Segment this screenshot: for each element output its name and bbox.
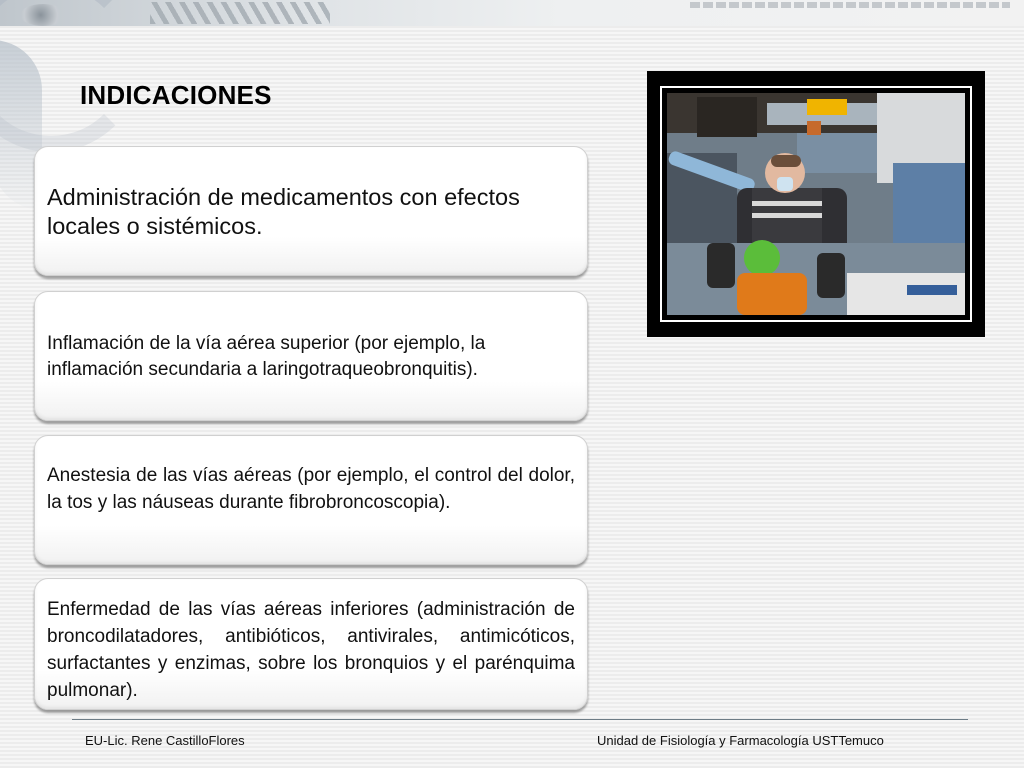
chevron-decoration	[150, 2, 330, 24]
dash-decoration	[690, 2, 1010, 8]
indication-card-1	[34, 146, 588, 276]
nebulization-photo	[667, 93, 965, 315]
slide-title: INDICACIONES	[80, 80, 272, 110]
footer-divider	[72, 719, 968, 720]
indication-card-4	[34, 578, 588, 710]
photo-frame	[647, 71, 985, 337]
indication-card-3	[34, 435, 588, 565]
indication-text-1: Administración de medicamentos con efectos locales o sistémicos.	[47, 184, 520, 239]
indication-text-2: Inflamación de la vía aérea superior (por ejemplo, la inflamación secundaria a laringotraqueobronquitis).	[47, 333, 486, 380]
indication-text-4: Enfermedad de las vías aéreas inferiores (administración de broncodilatadores, antibióticos, antivirales, antimicóticos, surfactantes y enzimas, sobre los bronquios y el parénquima pulmonar).	[47, 599, 575, 701]
indication-text-3: Anestesia de las vías aéreas (por ejemplo, el control del dolor, la tos y las náuseas durante fibrobroncoscopia).	[47, 465, 575, 513]
footer-institution: Unidad de Fisiología y Farmacología USTTemuco	[597, 733, 884, 748]
footer-author: EU-Lic. Rene CastilloFlores	[85, 733, 245, 748]
orb-decoration	[20, 4, 66, 26]
indication-card-2	[34, 291, 588, 421]
